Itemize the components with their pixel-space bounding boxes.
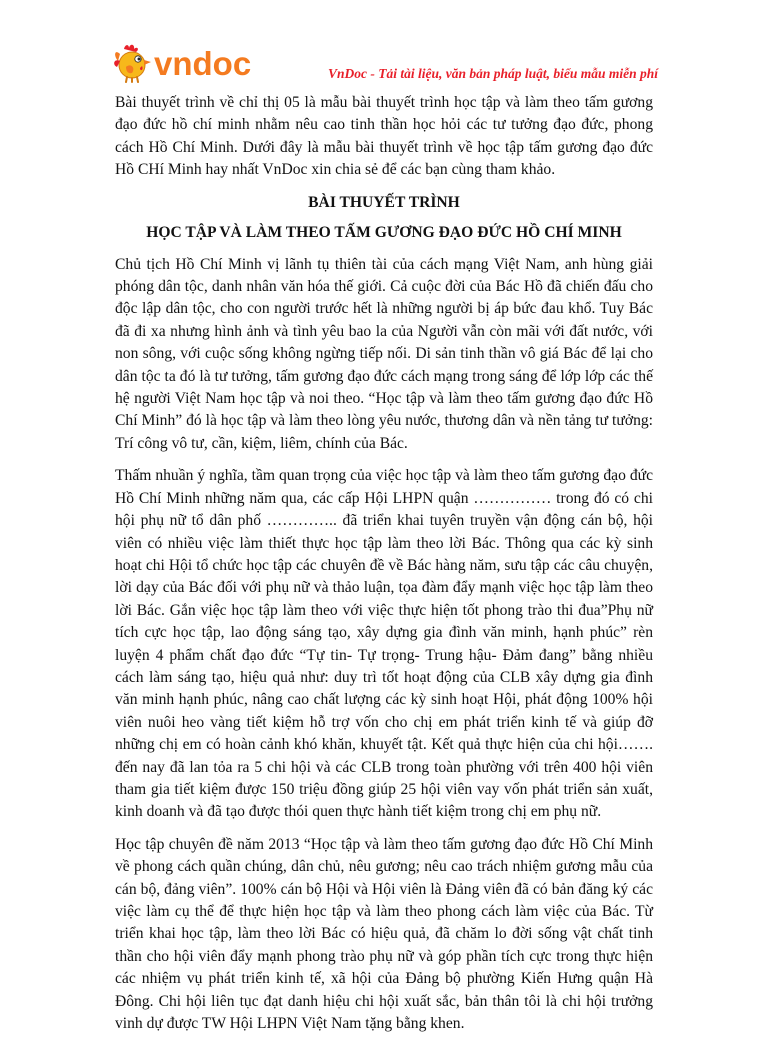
document-subtitle: HỌC TẬP VÀ LÀM THEO TẤM GƯƠNG ĐẠO ĐỨC HỒ CHÍ MINH: [146, 223, 622, 241]
page-header: [114, 40, 658, 90]
logo-wordmark: vndoc: [154, 44, 252, 82]
rooster-mascot-icon: [114, 43, 152, 83]
vndoc-logo[interactable]: [114, 40, 251, 86]
document-body: [115, 92, 653, 1045]
body-paragraph-2: Thấm nhuần ý nghĩa, tầm quan trọng của việc học tập và làm theo tấm gương đạo đức Hồ Chí Minh những năm qua, các cấp Hội LHPN quận …………… trong đó có chi hội phụ nữ tổ dân phố ………….. đã triển khai tuyên truyền vận động cán bộ, hội viên có nhiều việc làm thiết thực học tập làm theo lời Bác. Thông qua các kỳ sinh hoạt chi Hội tổ chức học tập các chuyên đề về Bác hàng năm, sưu tập các câu chuyện, lời dạy của Bác đối với phụ nữ và thảo luận, tọa đàm đẩy mạnh việc học tập làm theo lời Bác. Gắn việc học tập làm theo với việc thực hiện tốt phong trào thi đua”Phụ nữ tích cực học tập, lao động sáng tạo, xây dựng gia đình văn minh, hạnh phúc” rèn luyện 4 phẩm chất đạo đức “Tự tin- Tự trọng- Trung hậu- Đảm đang” bằng nhiều cách làm sáng tạo, hiệu quả như: duy trì tốt hoạt động của CLB xây dựng gia đình văn minh hạnh phúc, nâng cao chất lượng các kỳ sinh hoạt Hội, phát động 100% hội viên nuôi heo vàng tiết kiệm hỗ trợ vốn cho chị em phát triển kinh tế và giúp đỡ những chị em có hoàn cảnh khó khăn, khuyết tật. Kết quả thực hiện của chi hội……. đến nay đã lan tỏa ra 5 chi hội và các CLB trong toàn phường với trên 400 hội viên tham gia tiết kiệm được 150 triệu đồng giúp 25 hội viên vay vốn phát triển sản xuất, kinh doanh và đã tạo được thói quen thực hành tiết kiệm trong chị em phụ nữ.: [115, 467, 653, 821]
body-paragraph-3: Học tập chuyên đề năm 2013 “Học tập và làm theo tấm gương đạo đức Hồ Chí Minh về phong cách quần chúng, dân chủ, nêu gương; nêu cao trách nhiệm gương mẫu của cán bộ, đảng viên”. 100% cán bộ Hội và Hội viên là Đảng viên đã có bản đăng ký các việc làm cụ thể để thực hiện học tập và làm theo phong cách làm việc của Bác. Từ triển khai học tập, làm theo lời Bác có hiệu quả, đã chăm lo đời sống vật chất tinh thần cho hội viên đẩy mạnh phong trào phụ nữ và góp phần tích cực trong thực hiện các nhiệm vụ phát triển kinh tế, xã hội của Đảng bộ phường Kiến Hưng quận Hà Đông. Chi hội liên tục đạt danh hiệu chi hội xuất sắc, bản thân tôi là chi hội trưởng vinh dự được TW Hội LHPN Việt Nam tặng bằng khen.: [115, 835, 653, 1033]
document-title: BÀI THUYẾT TRÌNH: [308, 193, 460, 211]
site-tagline: VnDoc - Tải tài liệu, văn bản pháp luật, biểu mẫu miễn phí: [327, 66, 658, 81]
body-paragraph-1: Chủ tịch Hồ Chí Minh vị lãnh tụ thiên tài của cách mạng Việt Nam, anh hùng giải phóng dân tộc, danh nhân văn hóa thế giới. Cả cuộc đời của Bác Hồ đã chiến đấu cho độc lập dân tộc, cho con người trước hết là những người bị áp bức đau khổ. Tuy Bác đã đi xa nhưng hình ảnh và tình yêu bao la của Người vẫn còn mãi với đất nước, với non sông, với cuộc sống không ngừng tiếp nối. Di sản tinh thần vô giá Bác để lại cho dân tộc ta đó là tư tưởng, tấm gương đạo đức cách mạng trong sáng để lớp lớp các thế hệ người Việt Nam học tập và noi theo. “Học tập và làm theo tấm gương đạo đức Hồ Chí Minh” đó là học tập và làm theo lòng yêu nước, thương dân và nền tảng tư tưởng: Trí công vô tư, cần, kiệm, liêm, chính của Bác.: [115, 255, 653, 452]
intro-paragraph: Bài thuyết trình về chỉ thị 05 là mẫu bài thuyết trình học tập và làm theo tấm gương đạo đức hồ chí minh nhằm nêu cao tinh thần học hỏi các tư tưởng đạo đức, phong cách Hồ Chí Minh. Dưới đây là mẫu bài thuyết trình về học tập tấm gương đạo đức Hồ CHí Minh hay nhất VnDoc xin chia sẻ để các bạn cùng tham khảo.: [115, 94, 653, 179]
